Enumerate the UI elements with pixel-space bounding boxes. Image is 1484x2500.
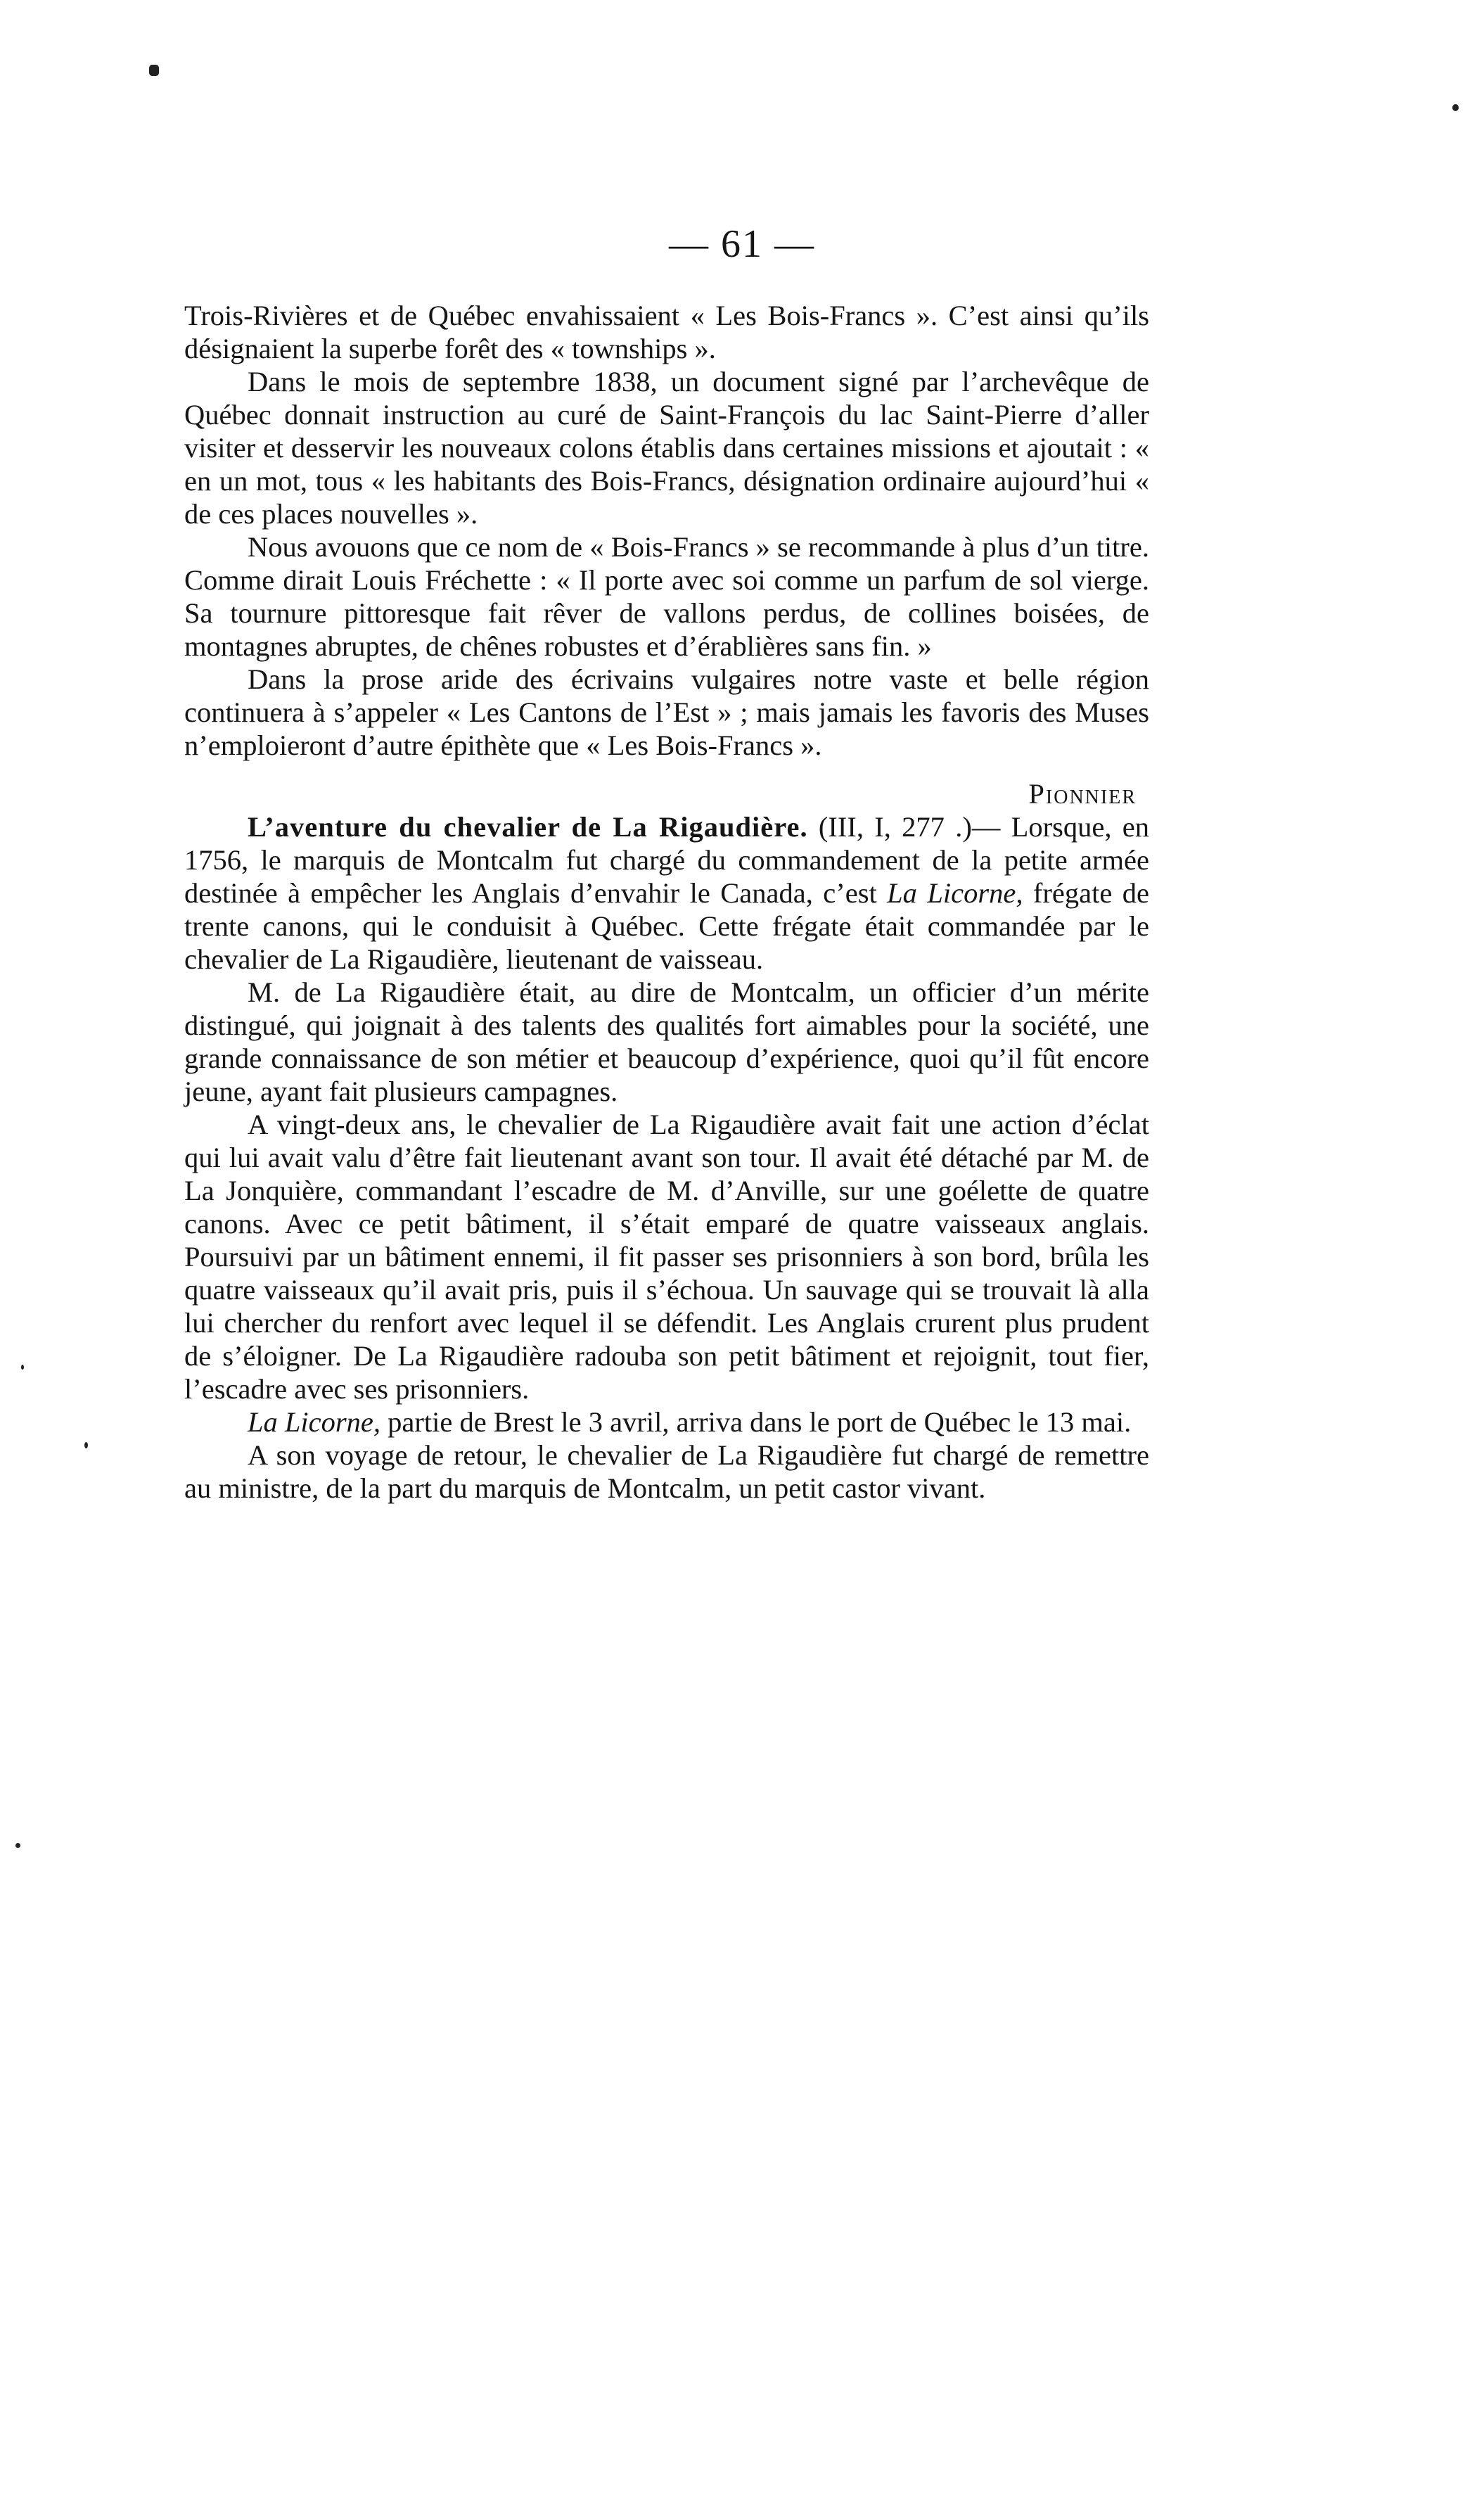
paragraph: Dans la prose aride des écrivains vulgaires notre vaste et belle région continuera à s’appeler « Les Cantons de l’Est » ; mais jamais les favoris des Muses n’emploieront d’autre épithète que « Les Bois-Francs ». xyxy=(184,663,1149,761)
page-number: — 61 — xyxy=(669,222,815,266)
paragraph: A son voyage de retour, le chevalier de La Rigaudière fut chargé de remettre au ministre, de la part du marquis de Montcalm, un petit castor vivant. xyxy=(184,1439,1149,1504)
entry-reference: (III, I, 277 .)— xyxy=(807,811,1001,843)
paragraph: Nous avouons que ce nom de « Bois-Francs » se recommande à plus d’un titre. Comme dirait Louis Fréchette : « Il porte avec soi comme un parfum de sol vierge. Sa tournure pittoresque fait rêver de vallons perdus, de collines boisées, de montagnes abruptes, de chênes robustes et d’érablières sans fin. » xyxy=(184,531,1149,662)
ship-name: La Licorne, xyxy=(887,877,1023,909)
ink-speck xyxy=(15,1843,20,1848)
entry-title: L’aventure du chevalier de La Rigaudière. xyxy=(248,811,808,843)
ink-speck xyxy=(1452,104,1459,111)
signature: Pionnier xyxy=(1028,778,1137,810)
entry-text: Lorsque, en 1756, le marquis de Montcalm fut chargé du commandement de la petite armée destinée à empêcher les Anglais d’envahir le Canada, c’est xyxy=(184,811,1149,909)
ship-name: La Licorne, xyxy=(248,1406,381,1438)
paragraph: Trois-Rivières et de Québec envahissaient « Les Bois-Francs ». C’est ainsi qu’ils désignaient la superbe forêt des « townships ». xyxy=(184,300,1149,364)
paragraph: M. de La Rigaudière était, au dire de Montcalm, un officier d’un mérite distingué, qui joignait à des talents des qualités fort aimables pour la société, une grande connaissance de son métier et beaucoup d’expérience, quoi qu’il fût encore jeune, ayant fait plusieurs campagnes. xyxy=(184,976,1149,1107)
entry-text: frégate de trente canons, qui le conduisit à Québec. Cette frégate était commandée par le chevalier de La Rigaudière, lieutenant de vaisseau. xyxy=(184,877,1149,975)
paragraph: Dans le mois de septembre 1838, un document signé par l’archevêque de Québec donnait instruction au curé de Saint-François du lac Saint-Pierre d’aller visiter et desservir les nouveaux colons établis dans certaines missions et ajoutait : « en un mot, tous « les habitants des Bois-Francs, désignation ordinaire aujourd’hui « de ces places nouvelles ». xyxy=(184,366,1149,530)
ink-speck xyxy=(21,1365,24,1370)
page-body xyxy=(184,299,1149,1505)
ink-speck xyxy=(149,65,159,76)
entry-text: partie de Brest le 3 avril, arriva dans le port de Québec le 13 mai. xyxy=(380,1406,1132,1438)
entry-paragraph xyxy=(184,810,1149,976)
paragraph xyxy=(184,1405,1149,1439)
paragraph: A vingt-deux ans, le chevalier de La Rigaudière avait fait une action d’éclat qui lui avait valu d’être fait lieutenant avant son tour. Il avait été détaché par M. de La Jonquière, commandant l’escadre de M. d’Anville, sur une goélette de quatre canons. Avec ce petit bâtiment, il s’était emparé de quatre vaisseaux anglais. Poursuivi par un bâtiment ennemi, il fit passer ses prisonniers à son bord, brûla les quatre vaisseaux qu’il avait pris, puis il s’échoua. Un sauvage qui se trouvait là alla lui chercher du renfort avec lequel il se défendit. Les Anglais crurent plus prudent de s’éloigner. De La Rigaudière radouba son petit bâtiment et rejoignit, tout fier, l’escadre avec ses prisonniers. xyxy=(184,1109,1149,1405)
ink-speck xyxy=(84,1442,88,1448)
